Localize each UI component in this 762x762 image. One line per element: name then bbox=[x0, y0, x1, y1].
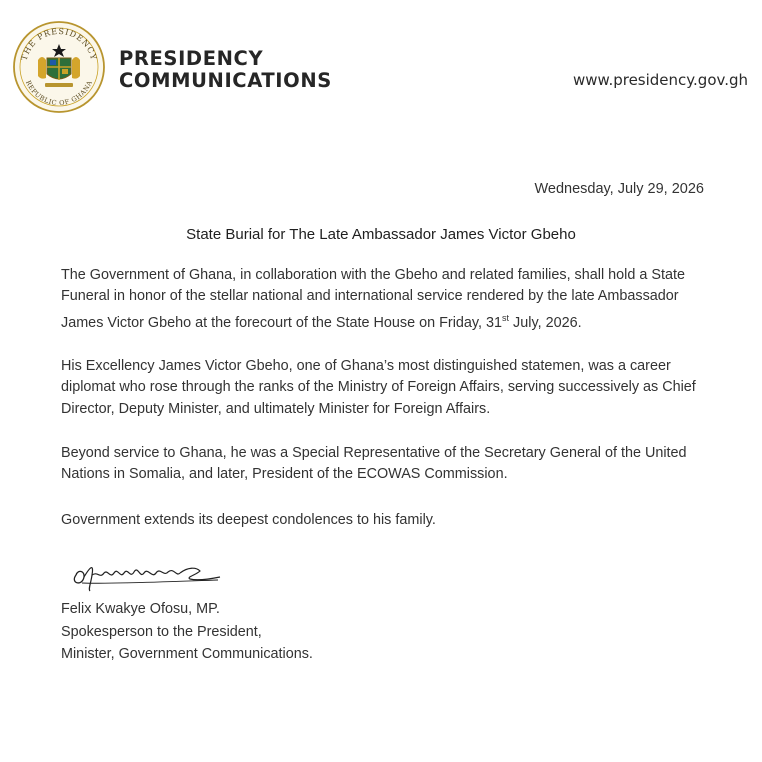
seal-top-text: THE PRESIDENCY bbox=[19, 26, 99, 62]
letter-date: Wednesday, July 29, 2026 bbox=[534, 181, 704, 197]
p1-line3-tail: July, 2026. bbox=[509, 314, 582, 331]
paragraph-1-line-1: The Government of Ghana, in collaboration with the Gbeho and related families, shall hold a State bbox=[61, 267, 685, 283]
org-name-line1: PRESIDENCY bbox=[119, 47, 264, 70]
handwritten-signature bbox=[68, 553, 228, 593]
paragraph-2-line-3: Director, Deputy Minister, and ultimately Minister for Foreign Affairs. bbox=[61, 400, 491, 417]
paragraph-1 bbox=[61, 265, 709, 334]
signatory-role-2: Minister, Government Communications. bbox=[61, 646, 313, 662]
paragraph-2-line-1: His Excellency James Victor Gbeho, one of Ghana’s most distinguished statemen, was a career bbox=[61, 358, 671, 374]
paragraph-1-line-2: Funeral in honor of the stellar national and international service rendered by the late Ambassador bbox=[61, 288, 679, 305]
ordinal-suffix: st bbox=[502, 312, 510, 323]
letter-title: State Burial for The Late Ambassador James Victor Gbeho bbox=[186, 226, 576, 243]
p1-line3-text: James Victor Gbeho at the forecourt of the State House on Friday, 31 bbox=[61, 314, 503, 331]
paragraph-2-line-2: diplomat who rose through the ranks of the Ministry of Foreign Affairs, serving successively as Chief bbox=[61, 379, 696, 396]
paragraph-3-line-1: Beyond service to Ghana, he was a Special Representative of the Secretary General of the United bbox=[61, 445, 687, 461]
presidency-seal-logo bbox=[12, 20, 106, 114]
paragraph-3-line-2: Nations in Somalia, and later, President of the ECOWAS Commission. bbox=[61, 466, 508, 483]
seal-bottom-text: REPUBLIC OF GHANA bbox=[24, 79, 94, 108]
org-name-line2: COMMUNICATIONS bbox=[119, 69, 332, 92]
paragraph-1-line-3 bbox=[61, 308, 709, 334]
signatory-block bbox=[61, 598, 313, 666]
signatory-role-1: Spokesperson to the President, bbox=[61, 623, 262, 640]
paragraph-3 bbox=[61, 443, 709, 486]
paragraph-4-line-1: Government extends its deepest condolences to his family. bbox=[61, 512, 436, 528]
website-url: www.presidency.gov.gh bbox=[573, 71, 748, 89]
paragraph-4 bbox=[61, 510, 709, 531]
paragraph-2 bbox=[61, 356, 709, 420]
signatory-name: Felix Kwakye Ofosu, MP. bbox=[61, 601, 220, 617]
organization-name bbox=[119, 48, 332, 92]
